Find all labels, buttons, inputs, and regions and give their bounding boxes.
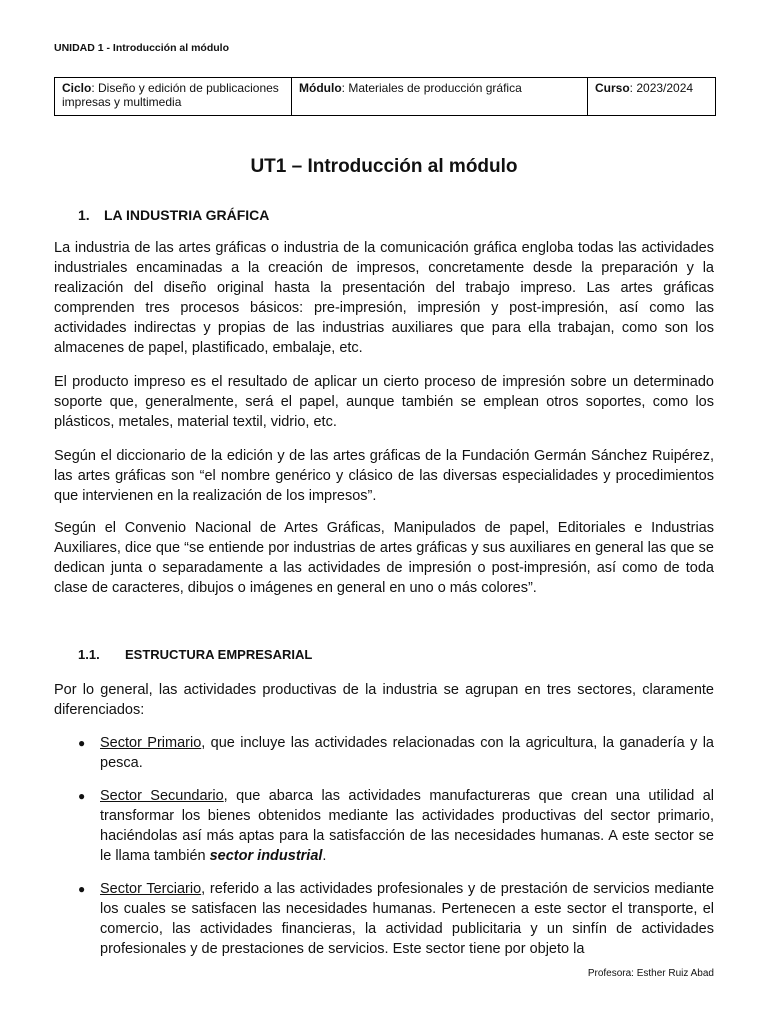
modulo-cell <box>292 78 588 116</box>
paragraph-2: El producto impreso es el resultado de aplicar un cierto proceso de impresión sobre un determinado soporte que, generalmente, será el papel, aunque también se emplean otros soportes, como los plásticos, metales, material textil, vidrio, etc. <box>54 374 714 430</box>
running-header: UNIDAD 1 - Introducción al módulo <box>54 42 229 54</box>
section-heading-1-1 <box>78 647 312 662</box>
list-item-text <box>100 786 714 866</box>
bullet-icon: ● <box>78 789 86 803</box>
list-item <box>78 786 714 866</box>
modulo-value: : Materiales de producción gráfica <box>341 81 522 95</box>
sector-term: Sector Terciario <box>100 881 202 897</box>
paragraph-4: Según el Convenio Nacional de Artes Gráficas, Manipulados de papel, Editoriales e Industrias Auxiliares, dice que “se entiende por industrias de artes gráficas y sus auxiliares en general las que se dedican junta o separadamente a las actividades de impresión o post-impresión, así como de toda clase de caracteres, dibujos o imágenes en general en uno o más colores”. <box>54 520 714 596</box>
page-title: UT1 – Introducción al módulo <box>250 156 518 177</box>
paragraph-3: Según el diccionario de la edición y de las artes gráficas de la Fundación Germán Sánchez Ruipérez, las artes gráficas son “el nombre genérico y clásico de las diversas especialidades y procedimientos que intervienen en la realización de los impresos”. <box>54 448 714 504</box>
section-number: 1. <box>78 207 90 223</box>
module-info-table <box>54 77 716 116</box>
list-item-text <box>100 733 714 773</box>
sector-term: Sector Secundario <box>100 788 224 804</box>
sector-description-tail: . <box>322 848 327 864</box>
page-footer: Profesora: Esther Ruiz Abad <box>587 968 714 979</box>
section-title: LA INDUSTRIA GRÁFICA <box>104 207 270 223</box>
section-heading-1 <box>78 207 269 223</box>
emphasis-term: sector industrial <box>209 848 323 864</box>
ciclo-cell <box>55 78 292 116</box>
intro-paragraph: Por lo general, las actividades productivas de la industria se agrupan en tres sectores, claramente diferenciados: <box>54 682 714 718</box>
bullet-icon: ● <box>78 736 86 750</box>
curso-value: : 2023/2024 <box>629 81 694 95</box>
list-item-text <box>100 879 714 959</box>
ciclo-label: Ciclo <box>62 81 92 95</box>
list-item <box>78 879 714 959</box>
sector-description: , referido a las actividades profesionales y de prestación de servicios mediante los cuales se satisfacen las necesidades humanas. Pertenecen a este sector el transporte, el comercio, las actividades financieras, la actividad publicitaria y un sinfín de actividades profesionales y de prestaciones de servicios. Este sector tiene por objeto la <box>100 881 715 957</box>
subsection-number: 1.1. <box>78 647 100 662</box>
curso-cell <box>588 78 716 116</box>
sector-term: Sector Primario <box>100 735 202 751</box>
sector-description: , que incluye las actividades relacionadas con la agricultura, la ganadería y la pesca. <box>100 735 714 771</box>
list-item <box>78 733 714 773</box>
bullet-icon: ● <box>78 882 86 896</box>
subsection-title: ESTRUCTURA EMPRESARIAL <box>125 647 313 662</box>
paragraph-1: La industria de las artes gráficas o industria de la comunicación gráfica engloba todas las actividades industriales encaminadas a la creación de impresos, concretamente desde la preparación y la realización del diseño original hasta la presentación del trabajo impreso. Las artes gráficas comprenden tres procesos básicos: pre-impresión, impresión y post-impresión, así como las actividades indirectas y propias de las industrias auxiliares que para ella trabajan, como son los almacenes de papel, plastificado, embalaje, etc. <box>54 240 714 356</box>
sector-description: , que abarca las actividades manufactureras que crean una utilidad al transformar los bienes obtenidos mediante las actividades productivas del sector primario, haciéndolas así más aptas para la satisfacción de las necesidades humanas. A este sector se le llama también <box>100 788 714 864</box>
curso-label: Curso <box>595 81 630 95</box>
modulo-label: Módulo <box>299 81 342 95</box>
ciclo-value: : Diseño y edición de publicaciones impresas y multimedia <box>62 81 279 109</box>
